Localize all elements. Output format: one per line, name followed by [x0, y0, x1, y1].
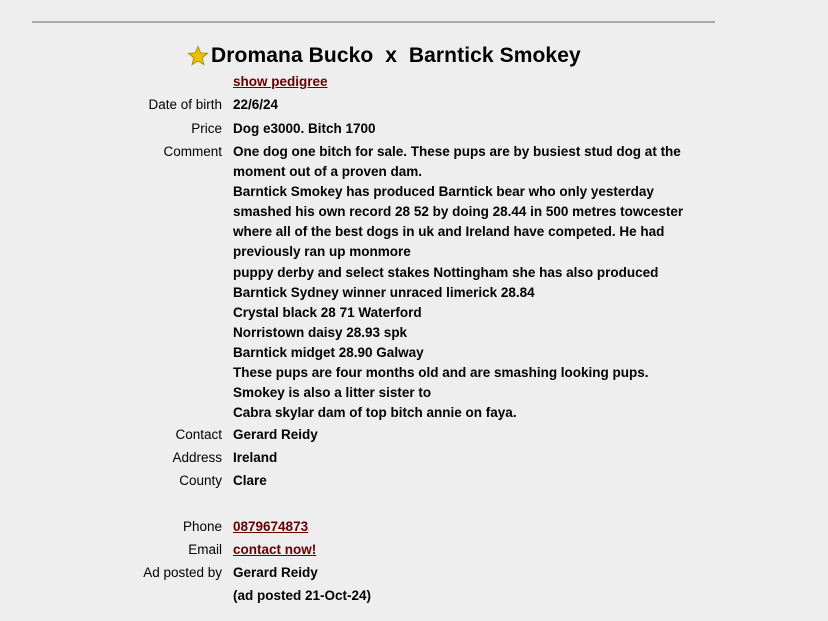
comment-line: One dog one bitch for sale. These pups are by busiest stud dog at the: [233, 144, 681, 159]
price-value: Dog e3000. Bitch 1700: [233, 121, 376, 136]
top-divider: [32, 21, 715, 23]
address-label: Address: [172, 450, 222, 465]
comment-line: These pups are four months old and are smashing looking pups.: [233, 365, 649, 381]
comment-line: Barntick Sydney winner unraced limerick 28.84: [233, 284, 535, 300]
comment-line: smashed his own record 28 52 by doing 28.44 in 500 metres towcester: [233, 204, 684, 220]
county-label: County: [179, 473, 222, 488]
price-label: Price: [191, 121, 222, 136]
contact-value: Gerard Reidy: [233, 427, 318, 442]
star-icon: [187, 45, 209, 67]
comment-line: Barntick midget 28.90 Galway: [233, 344, 424, 360]
show-pedigree-link[interactable]: show pedigree: [233, 74, 328, 89]
posted-by-value: Gerard Reidy: [233, 565, 318, 580]
dob-label: Date of birth: [148, 97, 222, 112]
dob-value: 22/6/24: [233, 97, 279, 112]
posted-by-label: Ad posted by: [143, 565, 222, 580]
comment-line: where all of the best dogs in uk and Ireland have competed. He had: [233, 224, 665, 240]
comment-line: previously ran up monmore: [233, 244, 411, 260]
phone-label: Phone: [182, 519, 222, 534]
email-label: Email: [188, 542, 222, 557]
comment-line: Crystal black 28 71 Waterford: [233, 304, 422, 320]
contact-now-link[interactable]: contact now!: [233, 542, 317, 557]
comment-line: moment out of a proven dam.: [233, 164, 423, 180]
comment-line: Cabra skylar dam of top bitch annie on faya.: [233, 405, 517, 421]
contact-label: Contact: [175, 427, 222, 442]
address-value: Ireland: [233, 450, 278, 465]
listing-header: [187, 41, 581, 71]
comment-line: Norristown daisy 28.93 spk: [233, 324, 408, 340]
comment-line: Barntick Smokey has produced Barntick bear who only yesterday: [233, 184, 654, 200]
posted-date: (ad posted 21-Oct-24): [233, 588, 372, 603]
listing-title: Dromana Bucko x Barntick Smokey: [211, 44, 581, 67]
phone-link[interactable]: 0879674873: [233, 519, 309, 534]
comment-text: [233, 142, 723, 423]
comment-line: Smokey is also a litter sister to: [233, 385, 432, 401]
county-value: Clare: [233, 473, 267, 488]
comment-label: Comment: [163, 144, 222, 159]
comment-line: puppy derby and select stakes Nottingham she has also produced: [233, 264, 659, 280]
